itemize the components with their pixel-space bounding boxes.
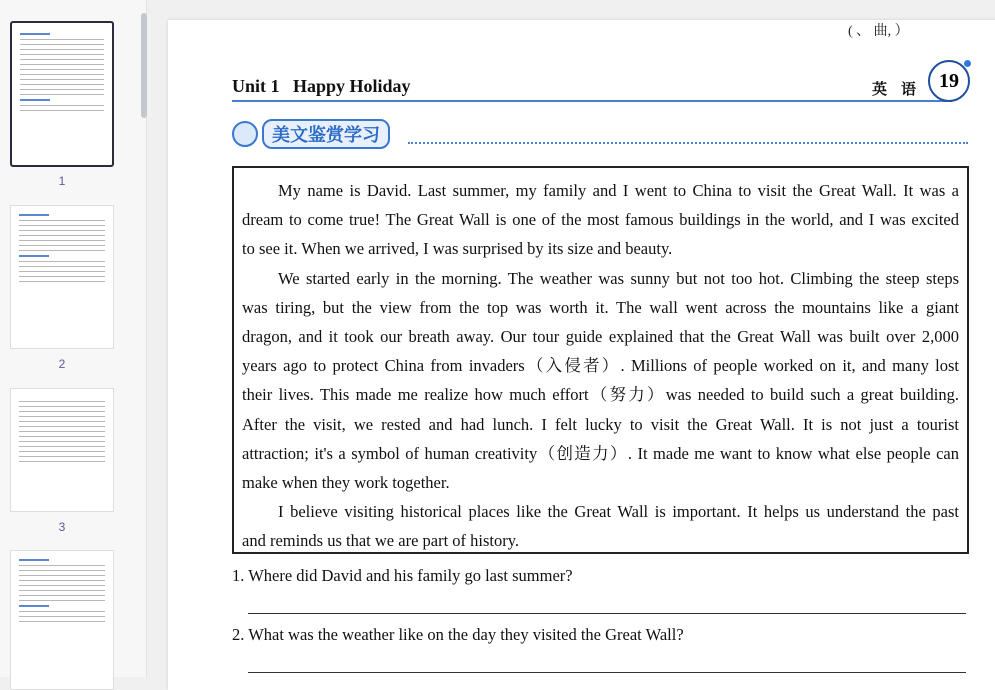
section-heading [232,120,390,148]
passage-line: and reminds us that we are part of history. [242,531,520,551]
subject-label: 英语 [871,82,930,98]
passage-line: attraction; it's a symbol of human creativity（创造力）. It made me want to know what else people can [242,443,959,463]
passage-line: was tiring, but the view from the top was worth it. The wall went across the mountains like a giant [242,297,959,317]
passage-line: After the visit, we rested and had lunch. I felt lucky to visit the Great Wall. It is not just a tourist [242,414,959,434]
thumbnail-page-2[interactable] [10,205,114,349]
passage-line: years ago to protect China from invaders（入侵者）. Millions of people worked on it, and many lost [242,356,959,376]
question-2: 2. What was the weather like on the day they visited the Great Wall? [232,625,684,644]
unit-title: Unit 1 Happy Holiday [232,76,411,96]
thumbnail-number: 1 [58,174,66,188]
document-page [168,20,995,690]
passage-line: My name is David. Last summer, my family and I went to China to visit the Great Wall. It was a [278,181,959,200]
thumbnail-sidebar [0,0,147,677]
thumbnail-page-3[interactable] [10,388,114,512]
passage-line: dragon, and it took our breath away. Our tour guide explained that the Great Wall was built over 2,000 [242,327,959,347]
passage-line: their lives. This made me realize how much effort（努力）was needed to build such a great building. [242,385,959,405]
thumbnail-page-1[interactable] [10,21,114,167]
question-1: 1. Where did David and his family go last summer? [232,566,573,585]
page-number-dot [964,60,971,67]
passage-line: I believe visiting historical places like the Great Wall is important. It helps us understand the past [278,502,959,522]
lightbulb-icon [232,121,258,147]
passage-line: make when they work together. [242,473,450,493]
answer-line-1 [248,613,966,614]
passage-line: We started early in the morning. The weather was sunny but not too hot. Climbing the steep steps [278,268,959,288]
section-title: 美文鉴赏学习 [262,119,390,149]
page-top-fragment: ( 、 曲, ） [848,24,909,39]
answer-line-2 [248,672,966,673]
thumbnail-page-4[interactable] [10,550,114,690]
page-number: 19 [928,60,970,102]
sidebar-scrollbar[interactable] [141,13,147,118]
dotted-divider [408,142,968,144]
passage-line: to see it. When we arrived, I was surprised by its size and beauty. [242,239,673,259]
passage-line: dream to come true! The Great Wall is one of the most famous buildings in the world, and I was excited [242,210,959,230]
thumbnail-number: 2 [58,357,66,371]
thumbnail-number: 3 [58,520,66,534]
page-header [232,76,952,102]
reading-passage [232,166,969,554]
